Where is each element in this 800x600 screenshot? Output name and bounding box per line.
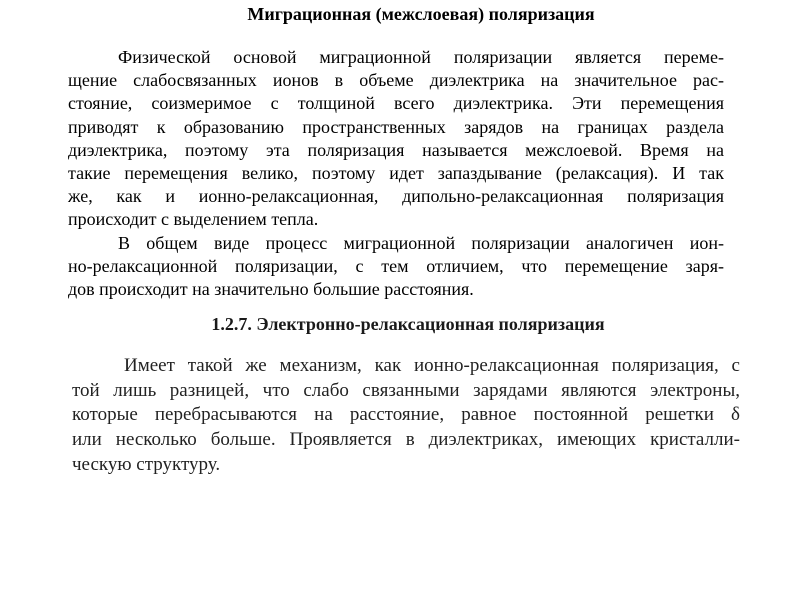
section-title: Миграционная (межслоевая) поляризация [247, 4, 595, 24]
paragraph-3-line: Имеет такой же механизм, как ионно-релаксационная поляризация, с [124, 355, 740, 376]
paragraph-3-line: или несколько больше. Проявляется в диэлектриках, имеющих кристалли- [72, 429, 740, 451]
paragraph-2 [68, 232, 724, 302]
paragraph-1-line: Физической основой миграционной поляризации является переме- [118, 47, 724, 67]
paragraph-3-line: которые перебрасываются на расстояние, равное постоянной решетки δ [72, 404, 740, 426]
paragraph-1 [68, 46, 724, 232]
paragraph-1-line: происходит с выделением тепла. [68, 209, 319, 230]
paragraph-3-line: ческую структуру. [72, 453, 221, 475]
subsection-heading: 1.2.7. Электронно-релаксационная поляризация [211, 314, 605, 334]
paragraph-1-line: же, как и ионно-релаксационная, дипольно-релаксационная поляризация [68, 186, 724, 207]
migration-polarization-text [68, 46, 724, 301]
paragraph-2-line: но-релаксационной поляризации, с тем отличием, что перемещение заря- [68, 255, 724, 276]
paragraph-1-line: стояние, соизмеримое с толщиной всего диэлектрика. Эти перемещения [68, 93, 724, 114]
paragraph-3-line: той лишь разницей, что слабо связанными зарядами являются электроны, [72, 379, 740, 401]
electron-relaxation-text [72, 354, 740, 478]
paragraph-1-line: приводят к образованию пространственных зарядов на границах раздела [68, 116, 724, 137]
paragraph-1-line: диэлектрика, поэтому эта поляризация называется межслоевой. Время на [68, 139, 724, 160]
paragraph-1-line: щение слабосвязанных ионов в объеме диэлектрика на значительное рас- [68, 70, 724, 91]
paragraph-2-line: дов происходит на значительно большие расстояния. [68, 279, 474, 300]
paragraph-1-line: такие перемещения велико, поэтому идет запаздывание (релаксация). И так [68, 163, 724, 184]
paragraph-2-line: В общем виде процесс миграционной поляризации аналогичен ион- [118, 232, 724, 253]
